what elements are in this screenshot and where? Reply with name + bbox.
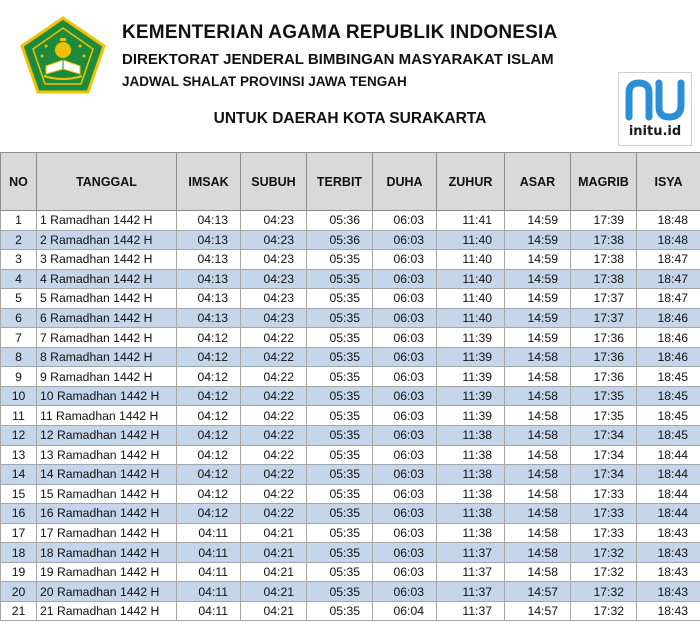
cell-tanggal: 2 Ramadhan 1442 H xyxy=(37,230,177,250)
cell-subuh: 04:21 xyxy=(241,582,307,602)
cell-duha: 06:03 xyxy=(373,426,437,446)
table-row xyxy=(1,308,700,328)
cell-no: 15 xyxy=(1,484,37,504)
region-title: UNTUK DAERAH KOTA SURAKARTA xyxy=(213,110,487,127)
header-titles xyxy=(122,22,557,89)
cell-magrib: 17:34 xyxy=(571,465,637,485)
cell-duha: 06:03 xyxy=(373,347,437,367)
table-row xyxy=(1,328,700,348)
cell-duha: 06:03 xyxy=(373,484,437,504)
cell-zuhur: 11:41 xyxy=(437,211,505,231)
cell-subuh: 04:21 xyxy=(241,543,307,563)
cell-no: 13 xyxy=(1,445,37,465)
kemenag-emblem-icon xyxy=(20,16,106,94)
cell-terbit: 05:35 xyxy=(307,269,373,289)
cell-no: 14 xyxy=(1,465,37,485)
cell-zuhur: 11:39 xyxy=(437,386,505,406)
cell-duha: 06:03 xyxy=(373,543,437,563)
cell-terbit: 05:35 xyxy=(307,484,373,504)
cell-subuh: 04:21 xyxy=(241,601,307,621)
cell-zuhur: 11:39 xyxy=(437,328,505,348)
cell-magrib: 17:33 xyxy=(571,484,637,504)
header-subuh: SUBUH xyxy=(241,153,307,211)
cell-no: 5 xyxy=(1,289,37,309)
table-row xyxy=(1,445,700,465)
cell-subuh: 04:22 xyxy=(241,465,307,485)
cell-no: 1 xyxy=(1,211,37,231)
cell-duha: 06:03 xyxy=(373,328,437,348)
cell-isya: 18:44 xyxy=(637,445,700,465)
cell-no: 21 xyxy=(1,601,37,621)
cell-isya: 18:43 xyxy=(637,582,700,602)
cell-magrib: 17:35 xyxy=(571,406,637,426)
cell-subuh: 04:21 xyxy=(241,562,307,582)
cell-asar: 14:57 xyxy=(505,601,571,621)
cell-duha: 06:03 xyxy=(373,504,437,524)
cell-tanggal: 5 Ramadhan 1442 H xyxy=(37,289,177,309)
header-terbit: TERBIT xyxy=(307,153,373,211)
cell-magrib: 17:35 xyxy=(571,386,637,406)
cell-imsak: 04:11 xyxy=(177,562,241,582)
cell-tanggal: 3 Ramadhan 1442 H xyxy=(37,250,177,270)
cell-zuhur: 11:37 xyxy=(437,562,505,582)
cell-zuhur: 11:39 xyxy=(437,347,505,367)
cell-no: 2 xyxy=(1,230,37,250)
cell-magrib: 17:37 xyxy=(571,289,637,309)
cell-imsak: 04:12 xyxy=(177,445,241,465)
cell-isya: 18:45 xyxy=(637,386,700,406)
prayer-schedule-table-wrap xyxy=(0,152,700,621)
cell-magrib: 17:33 xyxy=(571,504,637,524)
cell-asar: 14:58 xyxy=(505,426,571,446)
cell-asar: 14:59 xyxy=(505,211,571,231)
cell-duha: 06:03 xyxy=(373,308,437,328)
cell-duha: 06:03 xyxy=(373,445,437,465)
cell-magrib: 17:34 xyxy=(571,445,637,465)
cell-terbit: 05:35 xyxy=(307,523,373,543)
cell-isya: 18:46 xyxy=(637,347,700,367)
cell-zuhur: 11:39 xyxy=(437,367,505,387)
cell-isya: 18:47 xyxy=(637,250,700,270)
cell-isya: 18:47 xyxy=(637,269,700,289)
cell-tanggal: 12 Ramadhan 1442 H xyxy=(37,426,177,446)
cell-magrib: 17:38 xyxy=(571,269,637,289)
cell-no: 17 xyxy=(1,523,37,543)
cell-terbit: 05:35 xyxy=(307,562,373,582)
table-row xyxy=(1,367,700,387)
document-header xyxy=(0,0,700,150)
cell-asar: 14:58 xyxy=(505,523,571,543)
cell-asar: 14:58 xyxy=(505,465,571,485)
cell-tanggal: 18 Ramadhan 1442 H xyxy=(37,543,177,563)
cell-asar: 14:59 xyxy=(505,289,571,309)
cell-no: 10 xyxy=(1,386,37,406)
cell-no: 19 xyxy=(1,562,37,582)
cell-imsak: 04:11 xyxy=(177,523,241,543)
table-row xyxy=(1,465,700,485)
cell-imsak: 04:11 xyxy=(177,601,241,621)
cell-no: 18 xyxy=(1,543,37,563)
cell-tanggal: 6 Ramadhan 1442 H xyxy=(37,308,177,328)
cell-duha: 06:03 xyxy=(373,289,437,309)
cell-duha: 06:03 xyxy=(373,582,437,602)
cell-asar: 14:58 xyxy=(505,543,571,563)
table-row xyxy=(1,582,700,602)
cell-duha: 06:03 xyxy=(373,406,437,426)
header-imsak: IMSAK xyxy=(177,153,241,211)
header-duha: DUHA xyxy=(373,153,437,211)
cell-asar: 14:58 xyxy=(505,504,571,524)
table-row xyxy=(1,250,700,270)
cell-terbit: 05:35 xyxy=(307,328,373,348)
header-no: NO xyxy=(1,153,37,211)
cell-asar: 14:58 xyxy=(505,484,571,504)
cell-terbit: 05:35 xyxy=(307,601,373,621)
cell-imsak: 04:12 xyxy=(177,347,241,367)
cell-imsak: 04:12 xyxy=(177,504,241,524)
cell-asar: 14:58 xyxy=(505,386,571,406)
cell-isya: 18:45 xyxy=(637,367,700,387)
cell-tanggal: 15 Ramadhan 1442 H xyxy=(37,484,177,504)
cell-imsak: 04:12 xyxy=(177,367,241,387)
cell-terbit: 05:35 xyxy=(307,367,373,387)
cell-imsak: 04:12 xyxy=(177,406,241,426)
table-row xyxy=(1,484,700,504)
cell-no: 16 xyxy=(1,504,37,524)
cell-zuhur: 11:37 xyxy=(437,601,505,621)
table-row xyxy=(1,269,700,289)
cell-magrib: 17:33 xyxy=(571,523,637,543)
cell-zuhur: 11:38 xyxy=(437,523,505,543)
cell-duha: 06:03 xyxy=(373,465,437,485)
cell-no: 6 xyxy=(1,308,37,328)
cell-zuhur: 11:38 xyxy=(437,484,505,504)
cell-magrib: 17:36 xyxy=(571,328,637,348)
header-zuhur: ZUHUR xyxy=(437,153,505,211)
cell-tanggal: 16 Ramadhan 1442 H xyxy=(37,504,177,524)
cell-imsak: 04:13 xyxy=(177,289,241,309)
cell-duha: 06:03 xyxy=(373,367,437,387)
cell-zuhur: 11:39 xyxy=(437,406,505,426)
cell-asar: 14:58 xyxy=(505,406,571,426)
cell-tanggal: 7 Ramadhan 1442 H xyxy=(37,328,177,348)
cell-zuhur: 11:37 xyxy=(437,582,505,602)
cell-asar: 14:58 xyxy=(505,367,571,387)
cell-isya: 18:44 xyxy=(637,504,700,524)
cell-magrib: 17:37 xyxy=(571,308,637,328)
cell-imsak: 04:11 xyxy=(177,543,241,563)
cell-zuhur: 11:37 xyxy=(437,543,505,563)
cell-magrib: 17:39 xyxy=(571,211,637,231)
table-row xyxy=(1,230,700,250)
header-tanggal: TANGGAL xyxy=(37,153,177,211)
table-row xyxy=(1,601,700,621)
cell-tanggal: 4 Ramadhan 1442 H xyxy=(37,269,177,289)
cell-terbit: 05:35 xyxy=(307,543,373,563)
cell-imsak: 04:12 xyxy=(177,484,241,504)
cell-imsak: 04:12 xyxy=(177,328,241,348)
header-isya: ISYA xyxy=(637,153,700,211)
cell-isya: 18:48 xyxy=(637,211,700,231)
cell-asar: 14:59 xyxy=(505,269,571,289)
cell-zuhur: 11:40 xyxy=(437,289,505,309)
cell-isya: 18:43 xyxy=(637,523,700,543)
cell-asar: 14:58 xyxy=(505,347,571,367)
directorate-title: DIREKTORAT JENDERAL BIMBINGAN MASYARAKAT ISLAM xyxy=(122,51,554,68)
cell-no: 7 xyxy=(1,328,37,348)
cell-duha: 06:03 xyxy=(373,523,437,543)
cell-zuhur: 11:38 xyxy=(437,465,505,485)
cell-isya: 18:46 xyxy=(637,308,700,328)
cell-duha: 06:03 xyxy=(373,386,437,406)
cell-no: 4 xyxy=(1,269,37,289)
brand-text: initu.id xyxy=(628,124,682,139)
cell-subuh: 04:23 xyxy=(241,211,307,231)
table-body xyxy=(1,211,700,621)
table-row xyxy=(1,523,700,543)
cell-zuhur: 11:38 xyxy=(437,426,505,446)
header-magrib: MAGRIB xyxy=(571,153,637,211)
ministry-title: KEMENTERIAN AGAMA REPUBLIK INDONESIA xyxy=(122,22,558,43)
cell-imsak: 04:13 xyxy=(177,308,241,328)
cell-magrib: 17:32 xyxy=(571,543,637,563)
cell-zuhur: 11:38 xyxy=(437,445,505,465)
cell-no: 20 xyxy=(1,582,37,602)
cell-tanggal: 8 Ramadhan 1442 H xyxy=(37,347,177,367)
cell-terbit: 05:35 xyxy=(307,465,373,485)
cell-isya: 18:45 xyxy=(637,406,700,426)
cell-zuhur: 11:38 xyxy=(437,504,505,524)
table-row xyxy=(1,504,700,524)
cell-terbit: 05:35 xyxy=(307,426,373,446)
cell-no: 12 xyxy=(1,426,37,446)
cell-asar: 14:57 xyxy=(505,582,571,602)
cell-subuh: 04:23 xyxy=(241,230,307,250)
cell-asar: 14:59 xyxy=(505,250,571,270)
cell-magrib: 17:36 xyxy=(571,347,637,367)
cell-imsak: 04:11 xyxy=(177,582,241,602)
cell-duha: 06:03 xyxy=(373,230,437,250)
initu-watermark xyxy=(618,72,692,146)
cell-duha: 06:03 xyxy=(373,269,437,289)
schedule-title: JADWAL SHALAT PROVINSI JAWA TENGAH xyxy=(122,74,407,89)
cell-tanggal: 10 Ramadhan 1442 H xyxy=(37,386,177,406)
cell-subuh: 04:22 xyxy=(241,484,307,504)
cell-terbit: 05:35 xyxy=(307,582,373,602)
cell-magrib: 17:32 xyxy=(571,582,637,602)
initu-logo-icon xyxy=(619,75,693,125)
cell-magrib: 17:32 xyxy=(571,562,637,582)
cell-terbit: 05:36 xyxy=(307,211,373,231)
cell-subuh: 04:22 xyxy=(241,367,307,387)
cell-zuhur: 11:40 xyxy=(437,250,505,270)
table-row xyxy=(1,543,700,563)
cell-imsak: 04:12 xyxy=(177,465,241,485)
cell-tanggal: 11 Ramadhan 1442 H xyxy=(37,406,177,426)
cell-magrib: 17:38 xyxy=(571,230,637,250)
cell-duha: 06:03 xyxy=(373,562,437,582)
cell-zuhur: 11:40 xyxy=(437,308,505,328)
cell-magrib: 17:38 xyxy=(571,250,637,270)
cell-terbit: 05:35 xyxy=(307,347,373,367)
cell-isya: 18:47 xyxy=(637,289,700,309)
cell-magrib: 17:34 xyxy=(571,426,637,446)
table-row xyxy=(1,211,700,231)
cell-terbit: 05:36 xyxy=(307,230,373,250)
cell-subuh: 04:23 xyxy=(241,308,307,328)
cell-terbit: 05:35 xyxy=(307,386,373,406)
table-row xyxy=(1,347,700,367)
cell-tanggal: 13 Ramadhan 1442 H xyxy=(37,445,177,465)
cell-isya: 18:44 xyxy=(637,465,700,485)
cell-isya: 18:48 xyxy=(637,230,700,250)
cell-terbit: 05:35 xyxy=(307,406,373,426)
cell-tanggal: 14 Ramadhan 1442 H xyxy=(37,465,177,485)
cell-no: 9 xyxy=(1,367,37,387)
cell-subuh: 04:22 xyxy=(241,426,307,446)
cell-duha: 06:04 xyxy=(373,601,437,621)
cell-tanggal: 21 Ramadhan 1442 H xyxy=(37,601,177,621)
cell-imsak: 04:13 xyxy=(177,269,241,289)
prayer-schedule-table xyxy=(0,152,700,621)
cell-zuhur: 11:40 xyxy=(437,230,505,250)
cell-subuh: 04:22 xyxy=(241,347,307,367)
cell-magrib: 17:36 xyxy=(571,367,637,387)
cell-tanggal: 1 Ramadhan 1442 H xyxy=(37,211,177,231)
table-header-row xyxy=(1,153,700,211)
cell-tanggal: 17 Ramadhan 1442 H xyxy=(37,523,177,543)
cell-isya: 18:43 xyxy=(637,543,700,563)
cell-tanggal: 19 Ramadhan 1442 H xyxy=(37,562,177,582)
table-row xyxy=(1,426,700,446)
cell-subuh: 04:22 xyxy=(241,504,307,524)
cell-duha: 06:03 xyxy=(373,250,437,270)
cell-isya: 18:45 xyxy=(637,426,700,446)
cell-duha: 06:03 xyxy=(373,211,437,231)
cell-asar: 14:58 xyxy=(505,445,571,465)
cell-imsak: 04:13 xyxy=(177,250,241,270)
cell-asar: 14:59 xyxy=(505,308,571,328)
cell-no: 3 xyxy=(1,250,37,270)
cell-tanggal: 20 Ramadhan 1442 H xyxy=(37,582,177,602)
cell-subuh: 04:23 xyxy=(241,250,307,270)
cell-imsak: 04:13 xyxy=(177,211,241,231)
cell-imsak: 04:12 xyxy=(177,386,241,406)
table-row xyxy=(1,386,700,406)
header-asar: ASAR xyxy=(505,153,571,211)
cell-subuh: 04:23 xyxy=(241,289,307,309)
cell-subuh: 04:22 xyxy=(241,406,307,426)
cell-no: 8 xyxy=(1,347,37,367)
cell-terbit: 05:35 xyxy=(307,504,373,524)
cell-subuh: 04:22 xyxy=(241,386,307,406)
cell-subuh: 04:21 xyxy=(241,523,307,543)
cell-asar: 14:59 xyxy=(505,230,571,250)
cell-imsak: 04:12 xyxy=(177,426,241,446)
cell-terbit: 05:35 xyxy=(307,308,373,328)
cell-tanggal: 9 Ramadhan 1442 H xyxy=(37,367,177,387)
cell-subuh: 04:23 xyxy=(241,269,307,289)
cell-isya: 18:46 xyxy=(637,328,700,348)
cell-terbit: 05:35 xyxy=(307,445,373,465)
table-row xyxy=(1,406,700,426)
cell-subuh: 04:22 xyxy=(241,445,307,465)
cell-subuh: 04:22 xyxy=(241,328,307,348)
cell-imsak: 04:13 xyxy=(177,230,241,250)
cell-isya: 18:43 xyxy=(637,562,700,582)
cell-isya: 18:44 xyxy=(637,484,700,504)
table-row xyxy=(1,289,700,309)
cell-asar: 14:58 xyxy=(505,562,571,582)
cell-isya: 18:43 xyxy=(637,601,700,621)
cell-zuhur: 11:40 xyxy=(437,269,505,289)
cell-no: 11 xyxy=(1,406,37,426)
cell-terbit: 05:35 xyxy=(307,289,373,309)
cell-magrib: 17:32 xyxy=(571,601,637,621)
cell-terbit: 05:35 xyxy=(307,250,373,270)
table-row xyxy=(1,562,700,582)
cell-asar: 14:59 xyxy=(505,328,571,348)
